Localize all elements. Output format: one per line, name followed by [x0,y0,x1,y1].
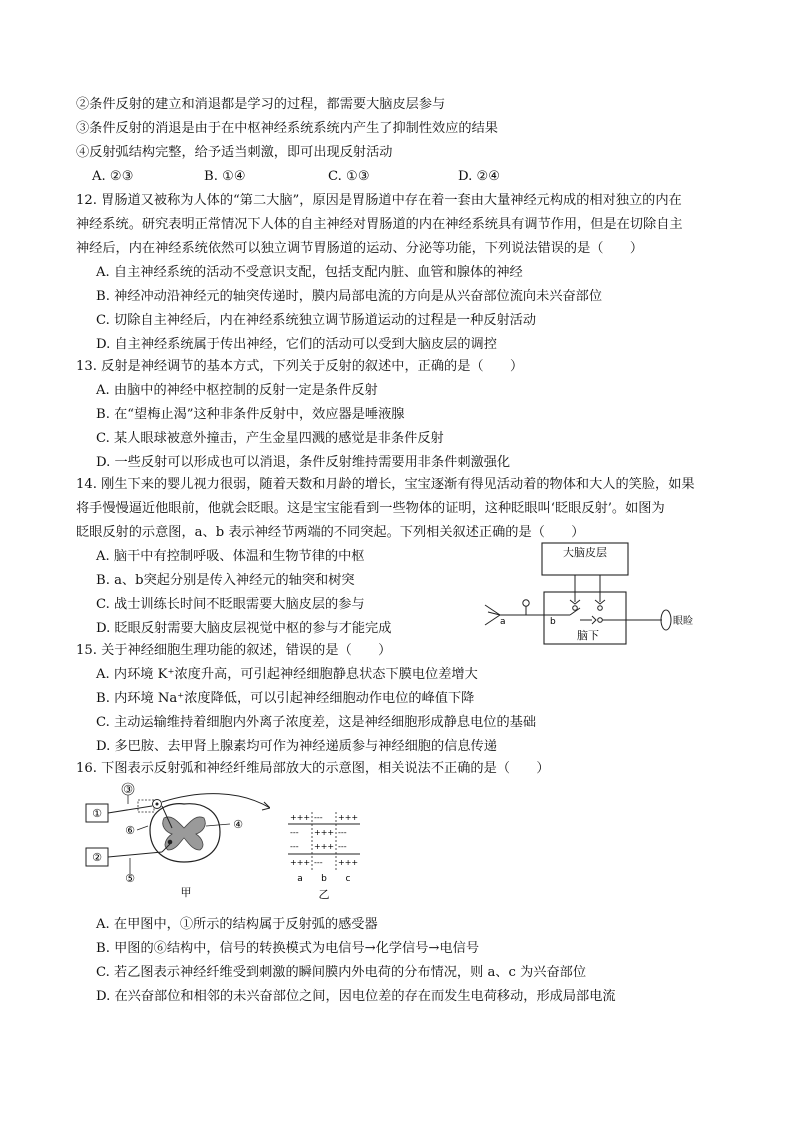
q15-option-b[interactable]: B. 内环境 Na⁺浓度降低，可以引起神经细胞动作电位的峰值下降 [96,691,475,706]
q16-stem: 16. 下图表示反射弧和神经纤维局部放大的示意图，相关说法不正确的是（ ） [76,761,550,776]
efferent-fiber-line [108,852,162,857]
outer-top-mid: --- [314,813,323,822]
outer-bottom-left: +++ [290,858,311,867]
pointer-4 [206,824,230,826]
blink-reflex-diagram [480,540,710,646]
q12-stem-line-2: 神经系统。研究表明正常情况下人体的自主神经对胃肠道的内在神经系统具有调节作用，但是在切除自主 [76,217,683,232]
receptor-branch-2 [485,615,500,625]
q16-option-c[interactable]: C. 若乙图表示神经纤维受到刺激的瞬间膜内外电荷的分布情况，则 a、c 为兴奋部位 [96,965,587,980]
eyelid-effector [661,610,671,630]
q12-option-c[interactable]: C. 切除自主神经后，内在神经系统独立调节肠道运动的过程是一种反射活动 [96,313,537,328]
q11-option-a[interactable]: A. ②③ [92,169,134,184]
inner-bottom-mid: +++ [314,842,335,851]
q13-option-c[interactable]: C. 某人眼球被意外撞击，产生金星四溅的感觉是非条件反射 [96,431,444,446]
q11-option-b[interactable]: B. ①④ [204,169,246,184]
label-6: ⑥ [125,824,135,837]
pointer-6 [137,826,148,830]
q14-stem-line-3: 眨眼反射的示意图，a、b 表示神经节两端的不同突起。下列相关叙述正确的是（ ） [76,525,585,540]
inner-bottom-right: --- [338,842,347,851]
q16-option-b[interactable]: B. 甲图的⑥结构中，信号的转换模式为电信号→化学信号→电信号 [96,941,480,956]
q14-stem-line-2: 将手慢慢逼近他眼前，他就会眨眼。这是宝宝能看到一些物体的证明，这种眨眼叫‘眨眼反射’。如图为 [76,501,665,516]
ascending-fiber [162,794,270,808]
q11-statement-2: ②条件反射的建立和消退都是学习的过程，都需要大脑皮层参与 [76,97,446,112]
motor-cell-body [168,840,173,845]
q15-option-c[interactable]: C. 主动运输维持着细胞内外离子浓度差，这是神经细胞形成静息电位的基础 [96,715,537,730]
motor-neuron [598,618,603,623]
region-b-label: b [321,874,327,884]
q12-option-d[interactable]: D. 自主神经系统属于传出神经，它们的活动可以受到大脑皮层的调控 [96,337,497,352]
q14-stem-line-1: 14. 刚生下来的婴儿视力很弱，随着天数和月龄的增长，宝宝逐渐有得见活动着的物体和大人的笑脸，如果 [76,477,695,492]
figure-jia-label: 甲 [180,886,192,899]
q12-stem-line-3: 神经后，内在神经系统依然可以独立调节胃肠道的运动、分泌等功能，下列说法错误的是（ ） [76,241,644,256]
q13-option-d[interactable]: D. 一些反射可以形成也可以消退，条件反射维持需要用非条件刺激强化 [96,455,511,470]
q14-option-a[interactable]: A. 脑干中有控制呼吸、体温和生物节律的中枢 [96,549,365,564]
cortex-label: 大脑皮层 [563,546,607,559]
q11-option-c[interactable]: C. ①③ [328,169,370,184]
figure-yi-label: 乙 [318,888,330,901]
interneuron-2 [598,606,603,611]
interneuron-1 [573,606,578,611]
q11-statement-4: ④反射弧结构完整，给予适当刺激，即可出现反射活动 [76,145,393,160]
q12-stem-line-1: 12. 胃肠道又被称为人体的“第二大脑”，原因是胃肠道中存在着一套由大量神经元构成的相对独立的内在 [76,193,682,208]
label-1: ① [92,807,102,820]
q11-option-d[interactable]: D. ②④ [458,169,501,184]
brainstem-label: 脑下 [577,629,599,642]
internal-arrow [592,616,596,624]
inner-bottom-left: --- [290,842,299,851]
outer-top-left: +++ [290,813,311,822]
q13-option-a[interactable]: A. 由脑中的神经中枢控制的反射一定是条件反射 [96,383,378,398]
outer-top-right: +++ [338,813,359,822]
q14-option-c[interactable]: C. 战士训练长时间不眨眼需要大脑皮层的参与 [96,597,365,612]
reflex-arc-figure [80,780,270,902]
q11-statement-3: ③条件反射的消退是由于在中枢神经系统系统内产生了抑制性效应的结果 [76,121,498,136]
nerve-fiber-figure [284,810,364,902]
inner-top-mid: +++ [314,828,335,837]
q13-stem: 13. 反射是神经调节的基本方式，下列关于反射的叙述中，正确的是（ ） [76,359,524,374]
q13-option-b[interactable]: B. 在“望梅止渴”这种非条件反射中，效应器是唾液腺 [96,407,405,422]
label-5: ⑤ [125,872,135,885]
q16-option-a[interactable]: A. 在甲图中，①所示的结构属于反射弧的感受器 [96,917,378,932]
outer-bottom-right: +++ [338,858,359,867]
label-4: ④ [233,818,243,831]
outer-bottom-mid: --- [314,858,323,867]
q15-option-d[interactable]: D. 多巴胺、去甲肾上腺素均可作为神经递质参与神经细胞的信息传递 [96,739,497,754]
q12-option-b[interactable]: B. 神经冲动沿神经元的轴突传递时，膜内局部电流的方向是从兴奋部位流向未兴奋部位 [96,289,603,304]
ganglion-nucleus [156,803,159,806]
label-3: ③ [123,783,133,796]
q12-option-a[interactable]: A. 自主神经系统的活动不受意识支配，包括支配内脏、血管和腺体的神经 [96,265,523,280]
q15-stem: 15. 关于神经细胞生理功能的叙述，错误的是（ ） [76,643,392,658]
eyelid-label: 眼睑 [673,616,693,627]
process-b-label: b [550,617,556,627]
region-a-label: a [297,874,303,884]
q14-option-d[interactable]: D. 眨眼反射需要大脑皮层视觉中枢的参与才能完成 [96,621,392,636]
ganglion-cell-body [523,600,529,606]
inner-top-right: --- [338,828,347,837]
q15-option-a[interactable]: A. 内环境 K⁺浓度升高，可引起神经细胞静息状态下膜电位差增大 [96,667,478,682]
q14-option-b[interactable]: B. a、b突起分别是传入神经元的轴突和树突 [96,573,355,588]
q16-option-d[interactable]: D. 在兴奋部位和相邻的未兴奋部位之间，因电位差的存在而发生电荷移动，形成局部电流 [96,989,616,1004]
region-c-label: c [345,874,351,884]
label-2: ② [92,851,102,864]
inner-top-left: --- [290,828,299,837]
process-a-label: a [500,617,506,627]
